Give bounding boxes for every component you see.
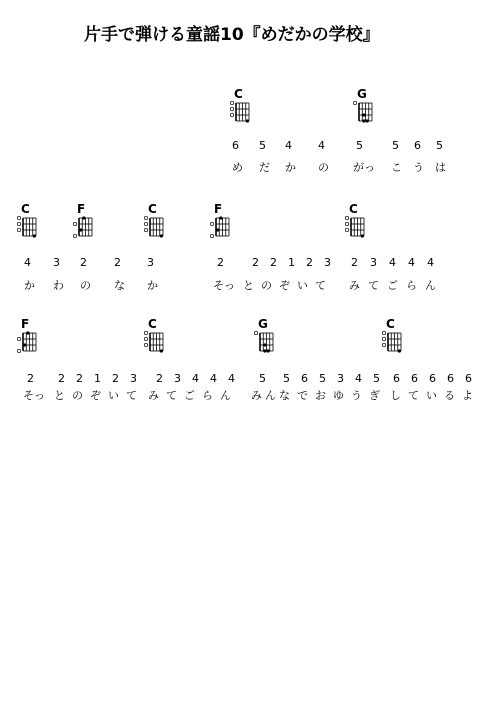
chord-fretboard	[16, 216, 40, 240]
lyric-syllable: の	[318, 161, 329, 174]
melody-number: 3	[370, 256, 377, 269]
open-string-marker	[210, 234, 213, 237]
melody-number: 3	[53, 256, 60, 269]
open-string-marker	[230, 101, 233, 104]
lyric-syllable: は	[435, 161, 446, 174]
open-string-marker	[144, 343, 147, 346]
lyric-syllable: ら	[406, 279, 417, 292]
finger-dot	[263, 343, 266, 346]
melody-number: 2	[76, 372, 83, 385]
lyric-syllable: と	[243, 279, 254, 292]
finger-dot	[366, 119, 369, 122]
melody-number: 5	[283, 372, 290, 385]
lyric-syllable: い	[426, 389, 437, 402]
melody-number: 6	[465, 372, 472, 385]
chord-name: C	[148, 317, 157, 331]
open-string-marker	[382, 331, 385, 334]
chord-name: G	[357, 87, 367, 101]
lyric-syllable: ぞ	[90, 389, 101, 402]
melody-number: 4	[210, 372, 217, 385]
lyric-syllable: て	[408, 389, 419, 402]
finger-dot	[79, 228, 82, 231]
chord-name: F	[21, 317, 30, 331]
finger-dot	[160, 234, 163, 237]
finger-dot	[23, 343, 26, 346]
melody-number: 5	[319, 372, 326, 385]
open-string-marker	[17, 337, 20, 340]
chord-diagram-C	[229, 88, 259, 122]
chord-name: C	[234, 87, 243, 101]
chord-name: C	[349, 202, 358, 216]
finger-dot	[26, 331, 29, 334]
page-title: 片手で弾ける童謡10『めだかの学校』	[84, 25, 380, 45]
melody-number: 4	[24, 256, 31, 269]
chord-diagram-F	[72, 203, 102, 237]
chord-diagram-F	[209, 203, 239, 237]
melody-number: 2	[252, 256, 259, 269]
lyric-syllable: ん	[425, 279, 436, 292]
melody-number: 3	[337, 372, 344, 385]
chord-diagram-C	[143, 318, 173, 352]
lyric-syllable: る	[444, 389, 455, 402]
melody-number: 2	[112, 372, 119, 385]
finger-dot	[263, 349, 266, 352]
melody-number: 4	[355, 372, 362, 385]
chord-name: C	[21, 202, 30, 216]
lyric-syllable: う	[351, 389, 362, 402]
open-string-marker	[17, 222, 20, 225]
lyric-syllable: な	[279, 389, 290, 402]
lyric-syllable: の	[72, 389, 83, 402]
lyric-syllable: め	[232, 161, 243, 174]
lyric-syllable: み	[349, 279, 360, 292]
lyric-syllable: だ	[259, 161, 270, 174]
melody-number: 4	[389, 256, 396, 269]
melody-number: 2	[217, 256, 224, 269]
open-string-marker	[17, 349, 20, 352]
melody-number: 6	[301, 372, 308, 385]
melody-number: 4	[285, 139, 292, 152]
lyric-syllable: か	[147, 279, 158, 292]
lyric-syllable: の	[261, 279, 272, 292]
open-string-marker	[345, 222, 348, 225]
lyric-syllable: ご	[184, 389, 195, 402]
melody-number: 4	[318, 139, 325, 152]
melody-number: 6	[414, 139, 421, 152]
open-string-marker	[345, 228, 348, 231]
melody-number: 5	[392, 139, 399, 152]
open-string-marker	[144, 216, 147, 219]
lyric-syllable: ぎ	[369, 389, 380, 402]
finger-dot	[362, 119, 365, 122]
chord-diagram-G	[253, 318, 283, 352]
chord-diagram-C	[344, 203, 374, 237]
open-string-marker	[382, 343, 385, 346]
lyric-syllable: ぞ	[279, 279, 290, 292]
chord-fretboard	[352, 101, 376, 125]
open-string-marker	[230, 113, 233, 116]
open-string-marker	[17, 228, 20, 231]
open-string-marker	[144, 331, 147, 334]
melody-number: 6	[393, 372, 400, 385]
finger-dot	[216, 228, 219, 231]
lyric-syllable: ん	[265, 389, 276, 402]
open-string-marker	[353, 101, 356, 104]
lyric-syllable: か	[24, 279, 35, 292]
finger-dot	[82, 216, 85, 219]
finger-dot	[160, 349, 163, 352]
chord-name: C	[148, 202, 157, 216]
chord-fretboard	[381, 331, 405, 355]
open-string-marker	[17, 216, 20, 219]
lyric-syllable: し	[390, 389, 401, 402]
lyric-syllable: よ	[462, 389, 473, 402]
melody-number: 6	[429, 372, 436, 385]
chord-diagram-G	[352, 88, 382, 122]
lyric-syllable: か	[285, 161, 296, 174]
finger-dot	[362, 113, 365, 116]
melody-number: 5	[259, 372, 266, 385]
lyric-syllable: ら	[202, 389, 213, 402]
melody-number: 2	[58, 372, 65, 385]
open-string-marker	[144, 337, 147, 340]
chord-diagram-F	[16, 318, 46, 352]
chord-fretboard	[72, 216, 96, 240]
lyric-syllable: ゆ	[333, 389, 344, 402]
melody-number: 4	[192, 372, 199, 385]
melody-number: 5	[436, 139, 443, 152]
open-string-marker	[254, 331, 257, 334]
finger-dot	[361, 234, 364, 237]
lyric-syllable: て	[166, 389, 177, 402]
lyric-syllable: て	[368, 279, 379, 292]
chord-fretboard	[16, 331, 40, 355]
open-string-marker	[210, 222, 213, 225]
melody-number: 2	[270, 256, 277, 269]
melody-number: 3	[147, 256, 154, 269]
chord-diagram-C	[16, 203, 46, 237]
melody-number: 4	[427, 256, 434, 269]
finger-dot	[33, 234, 36, 237]
lyric-syllable: て	[315, 279, 326, 292]
open-string-marker	[345, 216, 348, 219]
chord-diagram-C	[381, 318, 411, 352]
finger-dot	[267, 349, 270, 352]
open-string-marker	[230, 107, 233, 110]
lyric-syllable: み	[251, 389, 262, 402]
melody-number: 2	[351, 256, 358, 269]
finger-dot	[219, 216, 222, 219]
melody-number: 1	[288, 256, 295, 269]
melody-number: 2	[114, 256, 121, 269]
chord-fretboard	[253, 331, 277, 355]
melody-number: 6	[411, 372, 418, 385]
lyric-syllable: み	[148, 389, 159, 402]
lyric-syllable: の	[80, 279, 91, 292]
open-string-marker	[144, 222, 147, 225]
lyric-syllable: い	[297, 279, 308, 292]
melody-number: 6	[232, 139, 239, 152]
open-string-marker	[382, 337, 385, 340]
melody-number: 4	[228, 372, 235, 385]
melody-number: 2	[27, 372, 34, 385]
lyric-syllable: こ	[391, 161, 402, 174]
open-string-marker	[73, 222, 76, 225]
lyric-syllable: で	[297, 389, 308, 402]
lyric-syllable: がっ	[353, 161, 375, 174]
melody-number: 3	[324, 256, 331, 269]
lyric-syllable: そっ	[213, 279, 235, 292]
lyric-syllable: て	[126, 389, 137, 402]
finger-dot	[398, 349, 401, 352]
melody-number: 4	[408, 256, 415, 269]
open-string-marker	[144, 228, 147, 231]
melody-number: 6	[447, 372, 454, 385]
lyric-syllable: と	[54, 389, 65, 402]
lyric-syllable: ん	[220, 389, 231, 402]
chord-fretboard	[229, 101, 253, 125]
chord-fretboard	[344, 216, 368, 240]
chord-name: C	[386, 317, 395, 331]
open-string-marker	[73, 234, 76, 237]
melody-number: 5	[356, 139, 363, 152]
lyric-syllable: な	[114, 279, 125, 292]
lyric-syllable: お	[315, 389, 326, 402]
melody-number: 5	[259, 139, 266, 152]
melody-number: 3	[174, 372, 181, 385]
melody-number: 3	[130, 372, 137, 385]
melody-number: 5	[373, 372, 380, 385]
melody-number: 2	[306, 256, 313, 269]
chord-fretboard	[143, 216, 167, 240]
melody-number: 2	[80, 256, 87, 269]
lyric-syllable: い	[108, 389, 119, 402]
chord-fretboard	[143, 331, 167, 355]
chord-name: F	[214, 202, 223, 216]
lyric-syllable: ご	[387, 279, 398, 292]
chord-name: G	[258, 317, 268, 331]
melody-number: 1	[94, 372, 101, 385]
lyric-syllable: わ	[53, 279, 64, 292]
chord-fretboard	[209, 216, 233, 240]
lyric-syllable: そっ	[23, 389, 45, 402]
lyric-syllable: う	[413, 161, 424, 174]
melody-number: 2	[156, 372, 163, 385]
chord-name: F	[77, 202, 86, 216]
chord-diagram-C	[143, 203, 173, 237]
finger-dot	[246, 119, 249, 122]
